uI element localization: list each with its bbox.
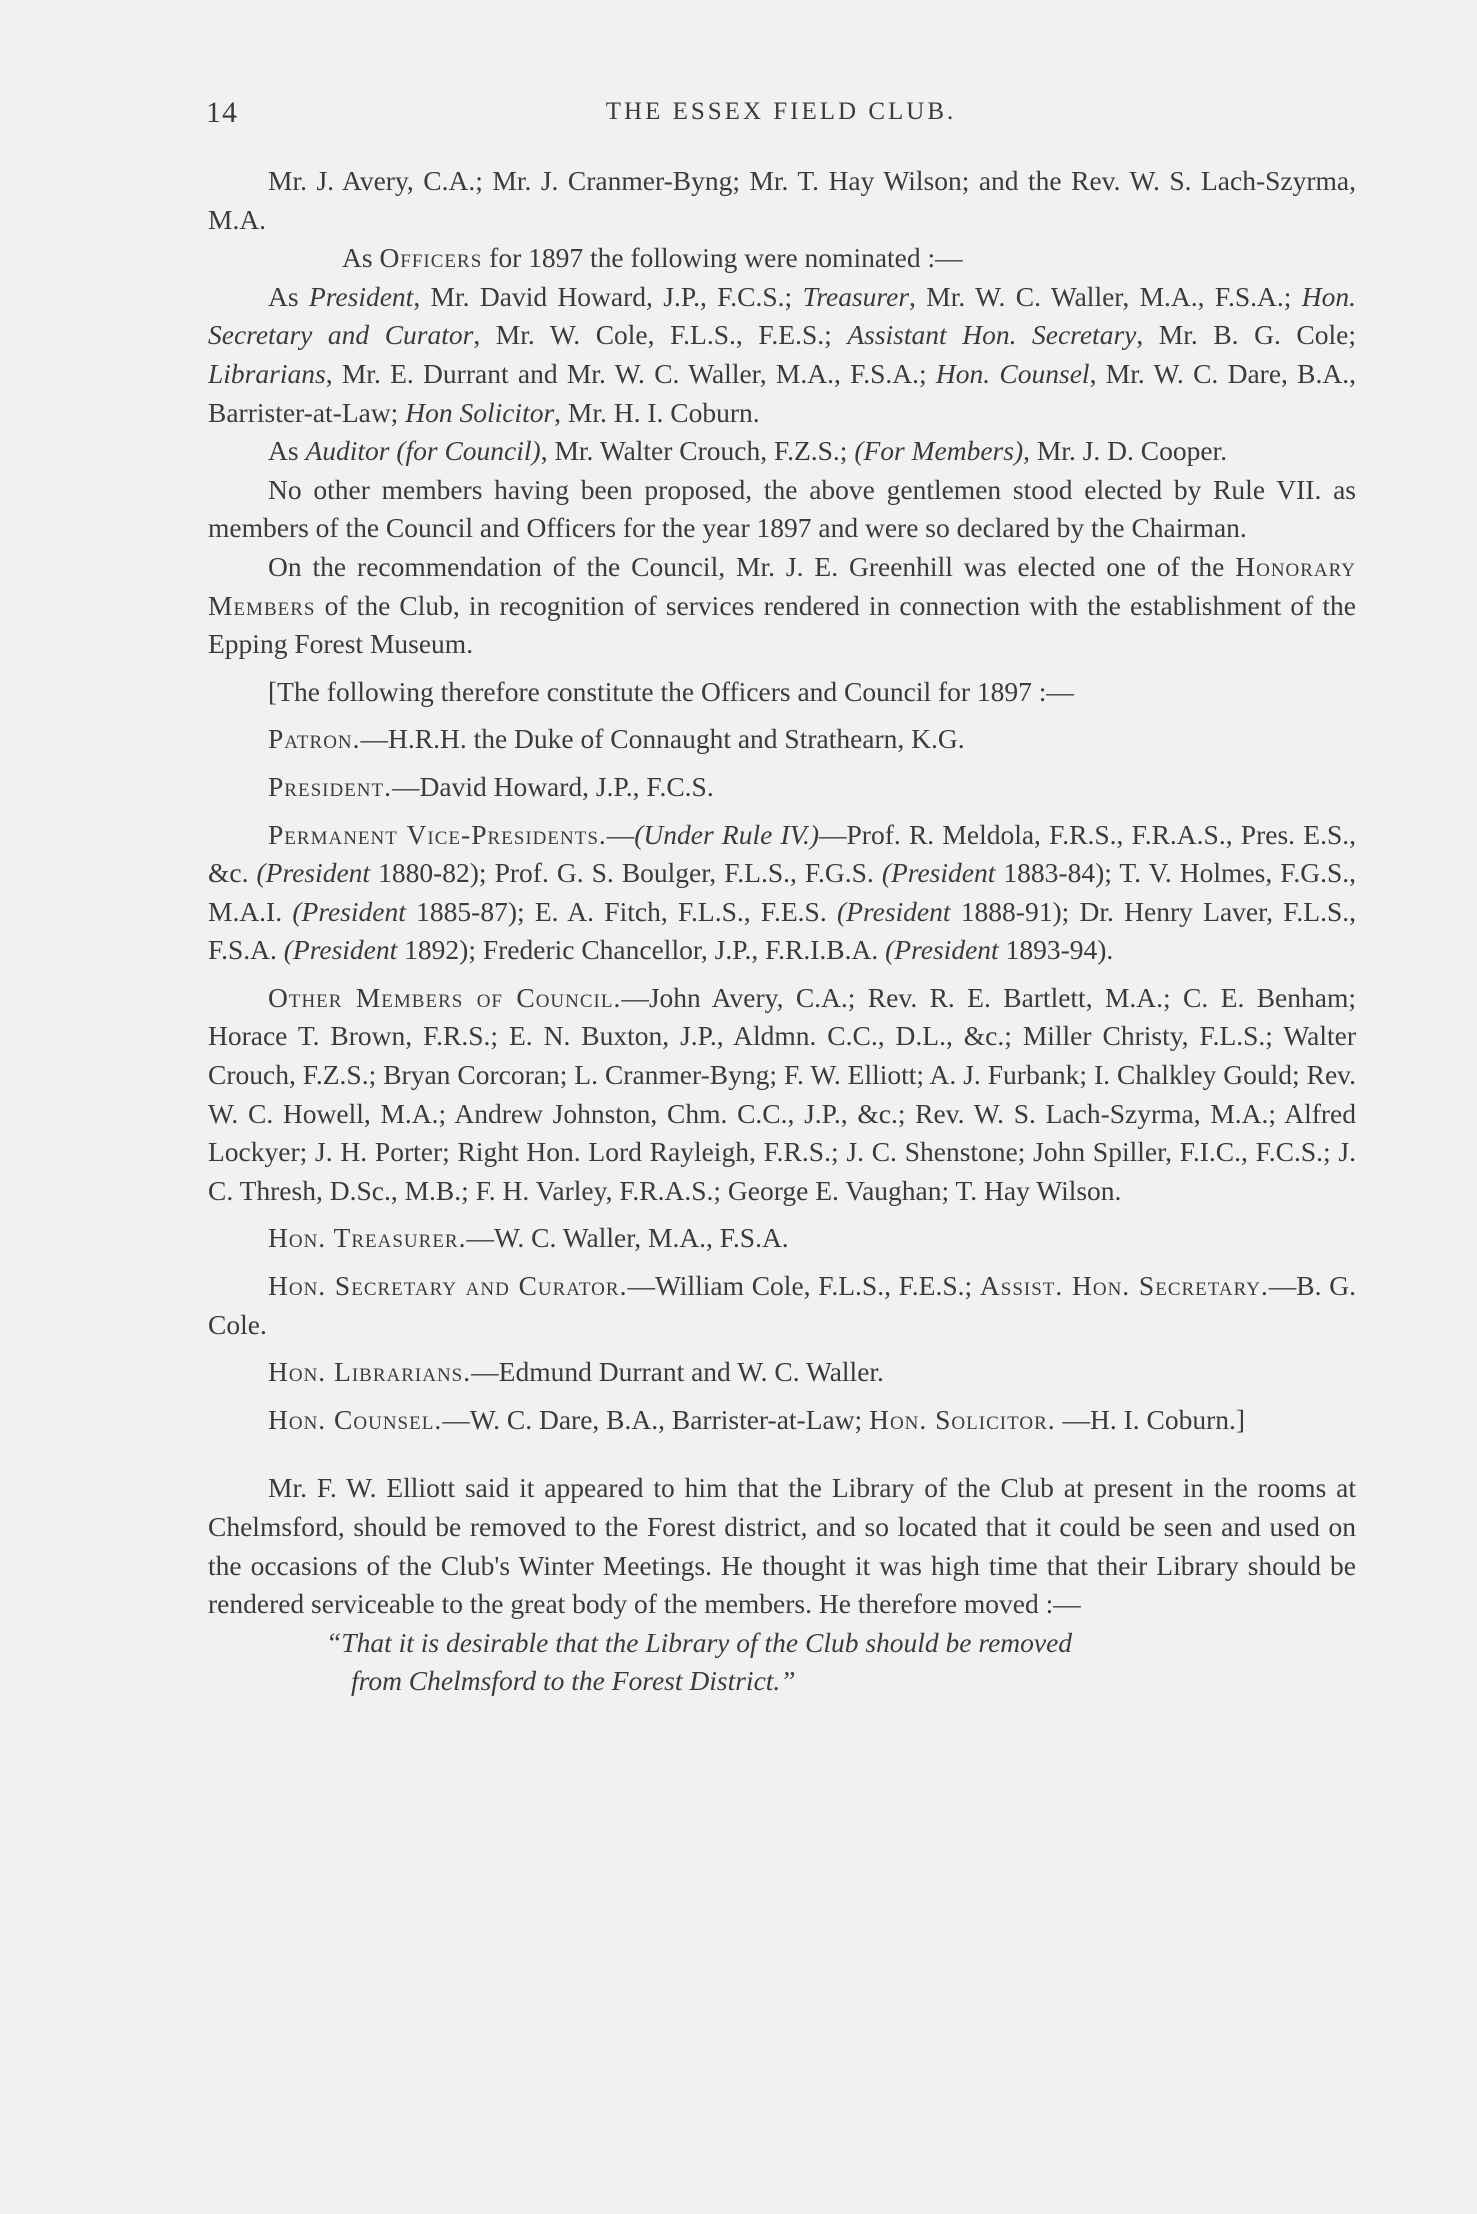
italic-text: (President: [881, 857, 996, 889]
text-run: , Mr. J. D. Cooper.: [1023, 435, 1228, 467]
italic-text: Librarians: [208, 357, 326, 389]
paragraph: [208, 471, 1356, 548]
small-caps-heading: Honorary Members: [208, 550, 1356, 621]
italic-text: (President: [256, 857, 371, 889]
paragraph: [208, 816, 1356, 970]
text-run: , Mr. Walter Crouch, F.Z.S.;: [540, 435, 855, 467]
text-run: 1880-82); Prof. G. S. Boulger, F.L.S., F.G.S.: [370, 857, 882, 889]
text-run: 1892); Frederic Chancellor, J.P., F.R.I.B.A.: [397, 934, 886, 966]
small-caps-heading: Other Members of Council.: [268, 981, 622, 1013]
text-run: [The following therefore constitute the Officers and Council for 1897 :—: [268, 675, 1074, 707]
small-caps-heading: Patron.: [268, 723, 361, 755]
text-run: —John Avery, C.A.; Rev. R. E. Bartlett, M.A.; C. E. Benham; Horace T. Brown, F.R.S.; E. N. Buxton, J.P., Aldmn. C.C., D.L., &c.; Miller Christy, F.L.S.; Walter Crouch, F.Z.S.; Bryan Corcoran; L. Cranmer-Byng; F. W. Elliott; A. J. Furbank; I. Chalkley Gould; Rev. W. C. Howell, M.A.; Andrew Johnston, Chm. C.C., J.P., &c.; Rev. W. S. Lach-Szyrma, M.A.; Alfred Lockyer; J. H. Porter; Right Hon. Lord Rayleigh, F.R.S.; J. C. Shenstone; John Spiller, F.I.C., F.C.S.; J. C. Thresh, D.Sc., M.B.; F. H. Varley, F.R.A.S.; George E. Vaughan; T. Hay Wilson.: [208, 981, 1356, 1206]
text-run: —David Howard, J.P., F.C.S.: [392, 770, 714, 802]
text-run: , Mr. W. C. Dare, B.A., Barrister-at-Law;: [208, 357, 1357, 428]
text-run: , Mr. W. Cole, F.L.S., F.E.S.;: [473, 319, 848, 351]
page-number: 14: [206, 96, 238, 129]
paragraph: [208, 720, 1356, 759]
resolution-line-2: from Chelmsford to the Forest District.”: [351, 1665, 796, 1697]
small-caps-heading: President.: [268, 770, 392, 802]
running-title: THE ESSEX FIELD CLUB.: [605, 98, 957, 125]
italic-text: (For Members): [854, 435, 1024, 467]
italic-text: Treasurer: [802, 280, 910, 312]
text-run: 1883-84); T. V. Holmes, F.G.S., M.A.I.: [208, 857, 1356, 927]
text-run: 1893-94).: [998, 934, 1114, 966]
paragraph: [208, 432, 1356, 471]
text-run: for 1897 the following were nominated :—: [482, 242, 963, 274]
italic-text: Hon. Counsel: [935, 357, 1090, 389]
paragraph: [208, 768, 1356, 807]
text-run: Mr. J. Avery, C.A.; Mr. J. Cranmer-Byng; Mr. T. Hay Wilson; and the Rev. W. S. Lach-Szyrma, M.A.: [208, 165, 1356, 235]
paragraph: [208, 1353, 1356, 1392]
text-run: —Edmund Durrant and W. C. Waller.: [471, 1356, 884, 1388]
italic-text: (President: [283, 934, 398, 966]
paragraph: [208, 1267, 1356, 1344]
text-run: —: [606, 818, 635, 850]
paragraph: [208, 1401, 1356, 1440]
italic-text: Assistant Hon. Secretary: [847, 319, 1137, 351]
text-run: As: [342, 242, 380, 274]
text-run: On the recommendation of the Council, Mr. J. E. Greenhill was elected one of the: [268, 550, 1236, 582]
small-caps-heading: Hon. Solicitor.: [869, 1403, 1056, 1435]
text-run: —B. G. Cole.: [208, 1270, 1356, 1340]
small-caps-heading: Hon. Librarians.: [268, 1356, 472, 1388]
small-caps-heading: Officers: [379, 242, 483, 274]
paragraph: [208, 979, 1356, 1211]
text-run: 1888-91); Dr. Henry Laver, F.L.S., F.S.A.: [208, 895, 1356, 966]
small-caps-heading: Hon. Counsel.: [268, 1403, 443, 1435]
italic-text: (Under Rule IV.): [634, 818, 819, 850]
paragraph: [208, 239, 1356, 278]
text-run: Mr. F. W. Elliott said it appeared to him that the Library of the Club at present in the rooms at Chelmsford, should be removed to the Forest district, and so located that it could be seen and used on the occasions of the Club's Winter Meetings. He thought it was high time that their Library should be rendered serviceable to the great body of the members. He therefore moved :—: [208, 1472, 1356, 1620]
paragraph: [208, 1469, 1356, 1623]
text-run: —H.R.H. the Duke of Connaught and Strathearn, K.G.: [360, 723, 965, 755]
small-caps-heading: Permanent Vice-Presidents.: [268, 818, 607, 850]
text-run: 1885-87); E. A. Fitch, F.L.S., F.E.S.: [405, 895, 837, 927]
text-run: —H. I. Coburn.]: [1055, 1403, 1246, 1435]
text-run: —William Cole, F.L.S., F.E.S.;: [627, 1270, 980, 1302]
text-run: —W. C. Dare, B.A., Barrister-at-Law;: [442, 1403, 870, 1435]
text-run: No other members having been proposed, the above gentlemen stood elected by Rule VII. as members of the Council and Officers for the year 1897 and were so declared by the Chairman.: [208, 473, 1356, 544]
text-run: , Mr. H. I. Coburn.: [554, 396, 760, 428]
italic-text: President: [308, 280, 414, 312]
small-caps-heading: Assist. Hon. Secretary.: [979, 1270, 1269, 1302]
text-run: of the Club, in recognition of services rendered in connection with the establishment of the Epping Forest Museum.: [208, 589, 1356, 660]
italic-text: (President: [292, 895, 406, 927]
body-text: [208, 162, 1356, 1701]
text-run: As: [268, 280, 309, 312]
text-run: —Prof. R. Meldola, F.R.S., F.R.A.S., Pres. E.S., &c.: [208, 818, 1356, 889]
paragraph: [208, 162, 1356, 239]
italic-text: (President: [885, 934, 999, 966]
text-run: , Mr. B. G. Cole;: [1136, 319, 1356, 351]
text-run: , Mr. E. Durrant and Mr. W. C. Waller, M.A., F.S.A.;: [325, 357, 936, 389]
page-header: [206, 96, 1356, 136]
text-run: As: [268, 435, 306, 467]
paragraph: [208, 673, 1356, 712]
italic-text: (President: [837, 895, 951, 927]
small-caps-heading: Hon. Secretary and Curator.: [268, 1270, 628, 1302]
resolution-quote: [208, 1624, 1356, 1701]
paragraph: [208, 278, 1356, 432]
text-run: —W. C. Waller, M.A., F.S.A.: [466, 1222, 789, 1254]
italic-text: Hon Solicitor: [405, 396, 555, 428]
text-run: , Mr. W. C. Waller, M.A., F.S.A.;: [909, 280, 1302, 312]
text-run: , Mr. David Howard, J.P., F.C.S.;: [413, 280, 803, 312]
italic-text: Hon. Secretary and Curator: [208, 280, 1357, 351]
paragraph: [208, 1219, 1356, 1258]
italic-text: Auditor (for Council): [305, 435, 541, 467]
paragraph: [208, 548, 1356, 664]
resolution-line-1: “That it is desirable that the Library of the Club should be removed: [326, 1626, 1073, 1658]
small-caps-heading: Hon. Treasurer.: [268, 1222, 467, 1254]
